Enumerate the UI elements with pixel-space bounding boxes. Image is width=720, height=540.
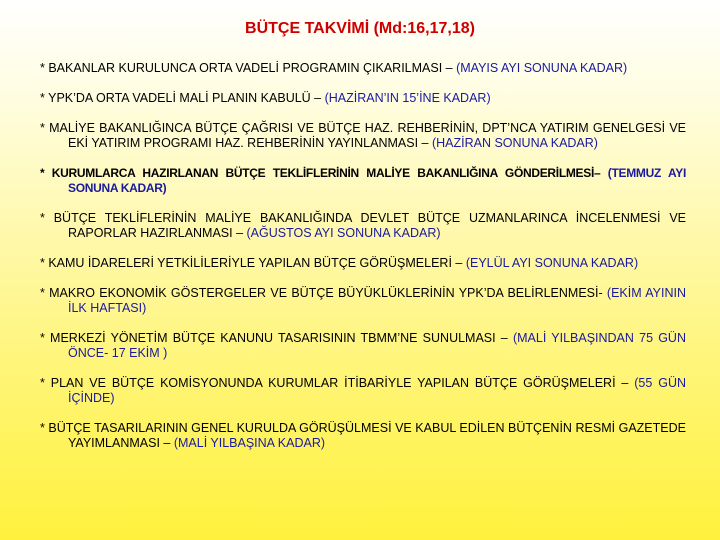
item-text: * PLAN VE BÜTÇE KOMİSYONUNDA KURUMLAR İTİBARİYLE YAPILAN BÜTÇE GÖRÜŞMELERİ – — [40, 376, 635, 390]
calendar-item-10 — [40, 421, 686, 451]
item-text: * BÜTÇE TASARILARININ GENEL KURULDA GÖRÜŞÜLMESİ VE KABUL EDİLEN BÜTÇENİN RESMİ GAZETEDE YAYIMLANMASI – — [40, 421, 686, 450]
item-date: (55 GÜN İÇİNDE) — [68, 376, 686, 405]
calendar-item-3 — [40, 121, 686, 151]
calendar-item-2 — [40, 91, 686, 106]
page-title: BÜTÇE TAKVİMİ (Md:16,17,18) — [245, 20, 475, 37]
item-text: * KURUMLARCA HAZIRLANAN BÜTÇE TEKLİFLERİNİN MALİYE BAKANLIĞINA GÖNDERİLMESİ– — [40, 166, 608, 180]
item-text: * YPK’DA ORTA VADELİ MALİ PLANIN KABULÜ – — [40, 91, 325, 105]
item-text: * KAMU İDARELERİ YETKİLİLERİYLE YAPILAN BÜTÇE GÖRÜŞMELERİ – — [40, 256, 466, 270]
item-date: (AĞUSTOS AYI SONUNA KADAR) — [246, 226, 441, 240]
calendar-item-6 — [40, 256, 686, 271]
calendar-item-9 — [40, 376, 686, 406]
item-date: (EKİM AYININ İLK HAFTASI) — [68, 286, 686, 315]
item-text: * BÜTÇE TEKLİFLERİNİN MALİYE BAKANLIĞINDA DEVLET BÜTÇE UZMANLARINCA İNCELENMESİ VE RAPORLAR HAZIRLANMASI – — [40, 211, 686, 240]
calendar-item-7 — [40, 286, 686, 316]
item-date: (TEMMUZ AYI SONUNA KADAR) — [68, 166, 686, 195]
item-text: * MALİYE BAKANLIĞINCA BÜTÇE ÇAĞRISI VE BÜTÇE HAZ. REHBERİNİN, DPT’NCA YATIRIM GENELGESİ VE EKİ YATIRIM PROGRAMI HAZ. REHBERİNİN YAYINLANMASI – — [40, 121, 686, 150]
calendar-item-4 — [40, 166, 686, 196]
calendar-item-5 — [40, 211, 686, 241]
item-date: (EYLÜL AYI SONUNA KADAR) — [465, 256, 639, 270]
calendar-list — [40, 61, 686, 451]
item-text: * BAKANLAR KURULUNCA ORTA VADELİ PROGRAMIN ÇIKARILMASI – — [40, 61, 457, 75]
calendar-item-1 — [40, 61, 686, 76]
item-text: * MAKRO EKONOMİK GÖSTERGELER VE BÜTÇE BÜYÜKLÜKLERİNİN YPK’DA BELİRLENMESİ- — [40, 286, 607, 300]
item-date: (HAZİRAN SONUNA KADAR) — [431, 136, 598, 150]
item-date: (MALİ YILBAŞINA KADAR) — [173, 436, 326, 450]
item-date: (MAYIS AYI SONUNA KADAR) — [456, 61, 628, 75]
item-text: * MERKEZİ YÖNETİM BÜTÇE KANUNU TASARISININ TBMM’NE SUNULMASI – — [40, 331, 513, 345]
item-date: (MALİ YILBAŞINDAN 75 GÜN ÖNCE- 17 EKİM ) — [68, 331, 686, 360]
item-date: (HAZİRAN’IN 15’İNE KADAR) — [324, 91, 491, 105]
calendar-item-8 — [40, 331, 686, 361]
